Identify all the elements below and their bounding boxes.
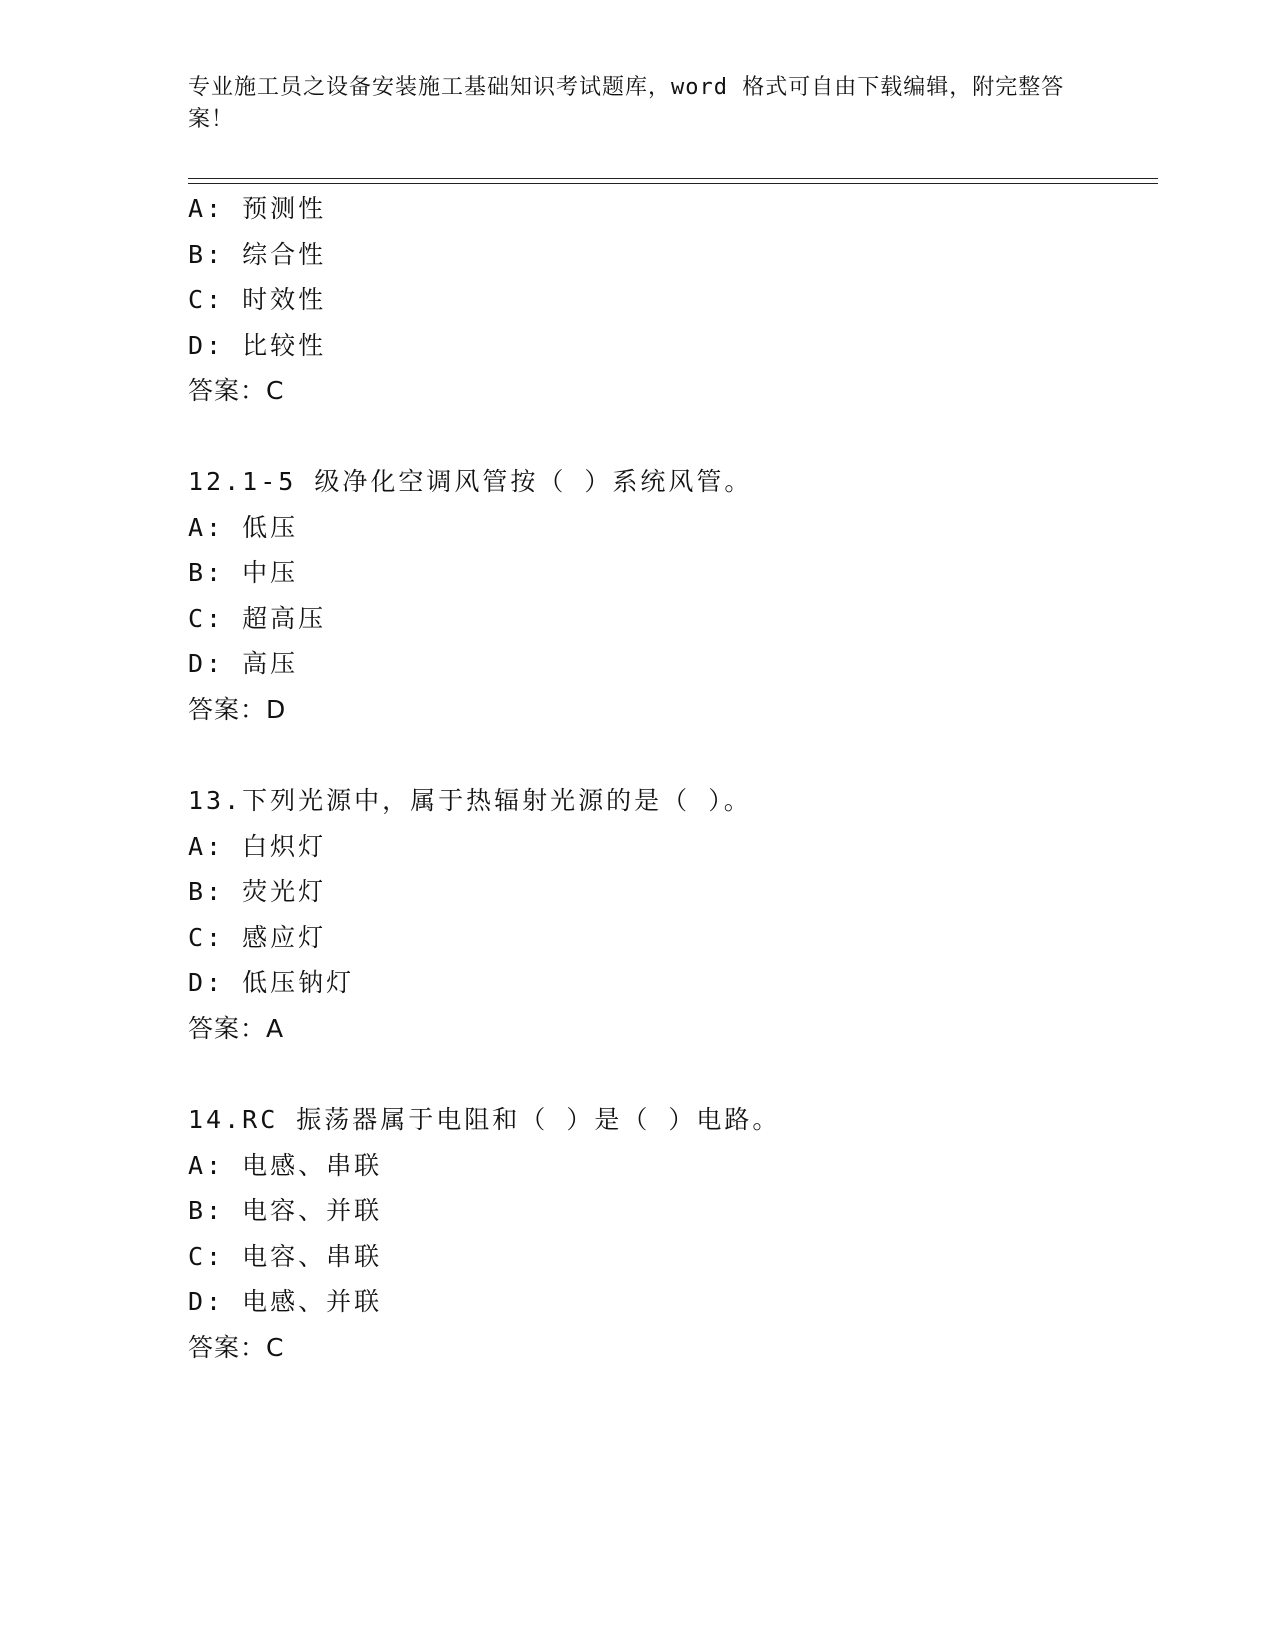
header-rule-bottom <box>188 183 1158 184</box>
q14-answer: 答案：C <box>188 1333 285 1362</box>
q11-option-d: D: 比较性 <box>188 331 327 360</box>
q14-option-d: D: 电感、并联 <box>188 1287 383 1316</box>
q12-option-c: C: 超高压 <box>188 604 327 633</box>
q13-option-c: C: 感应灯 <box>188 923 327 952</box>
header-rule-top <box>188 178 1158 179</box>
q12-answer: 答案：D <box>188 695 287 724</box>
q14-stem: 14.RC 振荡器属于电阻和（ ）是（ ）电路。 <box>188 1105 781 1134</box>
q13-option-b: B: 荧光灯 <box>188 877 327 906</box>
q12-option-b: B: 中压 <box>188 558 299 587</box>
document-header: 专业施工员之设备安装施工基础知识考试题库，word 格式可自由下载编辑，附完整答案！ <box>188 75 1065 132</box>
q12-option-a: A: 低压 <box>188 513 299 542</box>
q13-option-d: D: 低压钠灯 <box>188 968 355 997</box>
q14-option-b: B: 电容、并联 <box>188 1196 383 1225</box>
q14-option-a: A: 电感、串联 <box>188 1151 383 1180</box>
q13-stem: 13.下列光源中，属于热辐射光源的是（ ）。 <box>188 786 752 815</box>
q12-stem: 12.1-5 级净化空调风管按（ ）系统风管。 <box>188 467 753 496</box>
q12-option-d: D: 高压 <box>188 649 299 678</box>
q11-option-b: B: 综合性 <box>188 240 327 269</box>
q11-option-a: A: 预测性 <box>188 194 327 223</box>
q13-option-a: A: 白炽灯 <box>188 832 327 861</box>
q14-option-c: C: 电容、串联 <box>188 1242 383 1271</box>
q13-answer: 答案：A <box>188 1014 285 1043</box>
q11-answer: 答案：C <box>188 376 285 405</box>
q11-option-c: C: 时效性 <box>188 285 327 314</box>
